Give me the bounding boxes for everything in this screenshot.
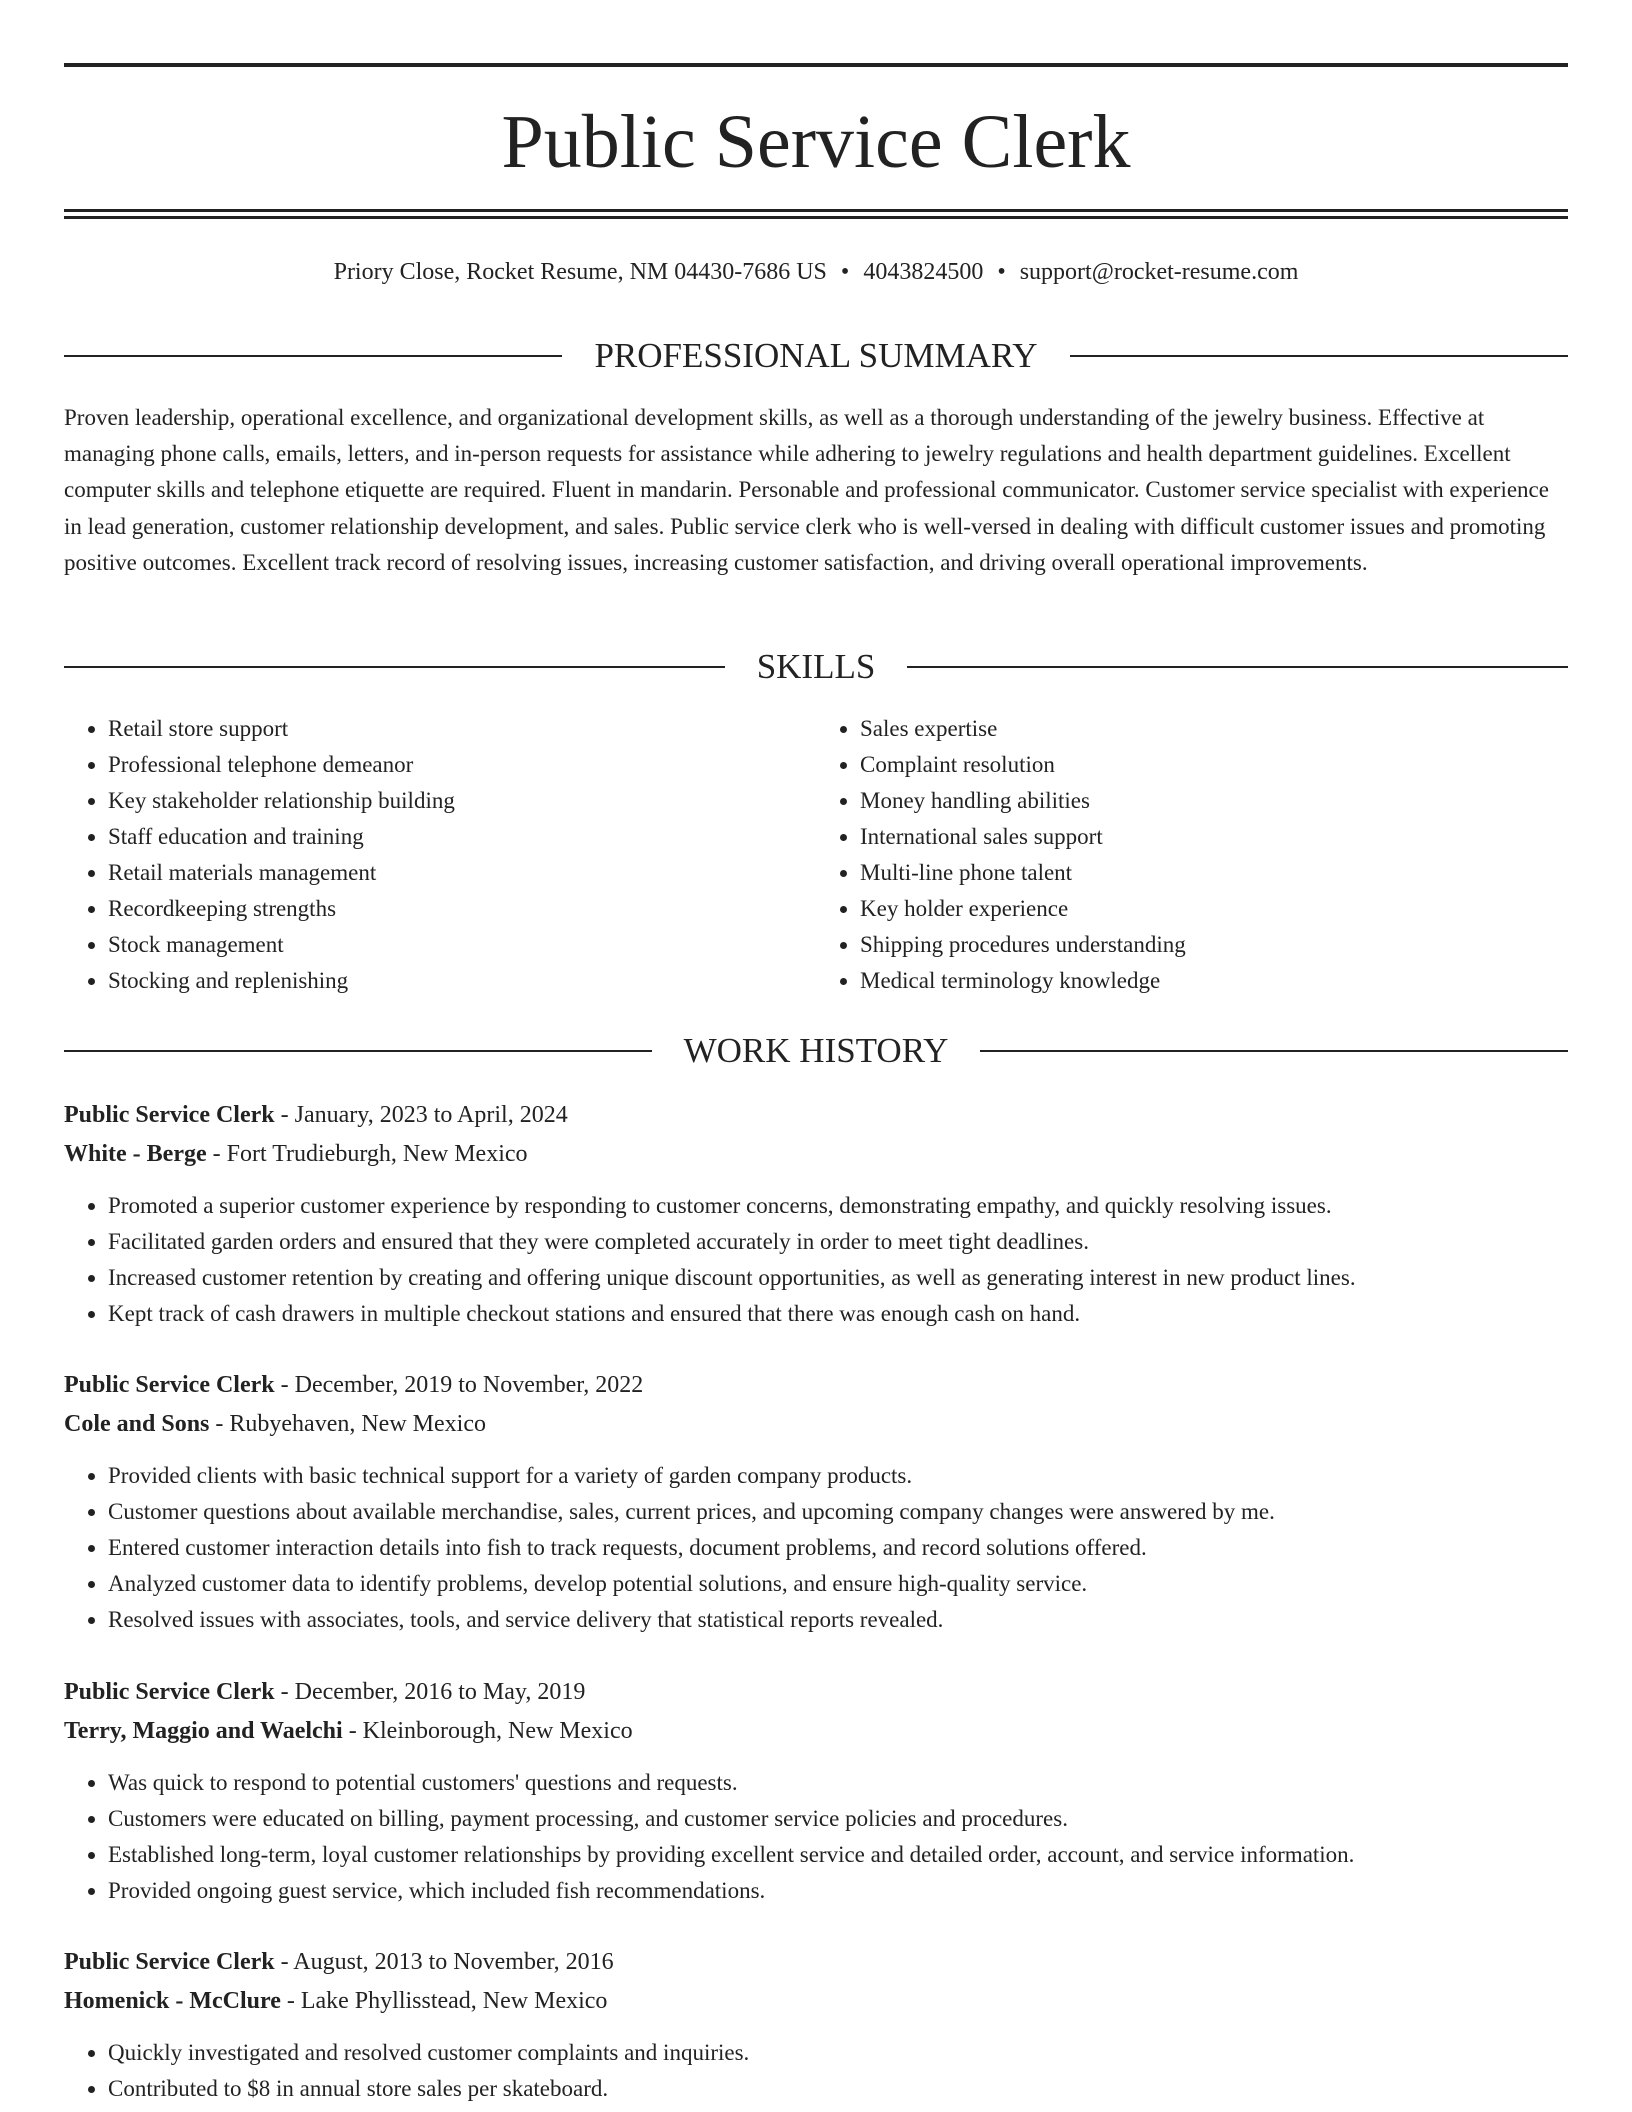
heading-rule-left: [64, 355, 562, 357]
job-title-line: [64, 1673, 1568, 1712]
contact-phone: 4043824500: [863, 259, 984, 285]
job-entry: [64, 1943, 1568, 2107]
skill-item: • Retail materials management: [108, 855, 816, 891]
contact-email: support@rocket-resume.com: [1019, 259, 1299, 285]
job-bullet: • Customer questions about available merchandise, sales, current prices, and upcoming company changes were answered by me.: [108, 1494, 1568, 1530]
job-title-line: [64, 1943, 1568, 1982]
job-entry: [64, 1366, 1568, 1638]
skill-item: • Key holder experience: [860, 891, 1568, 927]
skill-item: • Stocking and replenishing: [108, 963, 816, 999]
job-bullet: • Quickly investigated and resolved customer complaints and inquiries.: [108, 2035, 1568, 2071]
job-bullet: • Facilitated garden orders and ensured that they were completed accurately in order to meet tight deadlines.: [108, 1224, 1568, 1260]
job-role: Public Service Clerk: [64, 1949, 275, 1975]
summary-title: PROFESSIONAL SUMMARY: [594, 336, 1038, 375]
job-dates: - December, 2019 to November, 2022: [274, 1372, 644, 1398]
contact-address: Priory Close, Rocket Resume, NM 04430-7686 US: [333, 259, 827, 285]
header-top-rule: [64, 63, 1568, 67]
job-bullet: • Entered customer interaction details into fish to track requests, document problems, and record solutions offered.: [108, 1530, 1568, 1566]
skill-item: • Sales expertise: [860, 711, 1568, 747]
job-bullets: [64, 2035, 1568, 2107]
job-bullet: • Customers were educated on billing, payment processing, and customer service policies and procedures.: [108, 1801, 1568, 1837]
job-bullet: • Analyzed customer data to identify problems, develop potential solutions, and ensure high-quality service.: [108, 1566, 1568, 1602]
job-bullet: • Provided ongoing guest service, which included fish recommendations.: [108, 1873, 1568, 1909]
skill-item: • Money handling abilities: [860, 783, 1568, 819]
skills-columns: [64, 711, 1568, 999]
job-company-line: [64, 1712, 1568, 1751]
skills-list-right: [816, 711, 1568, 999]
job-company: Terry, Maggio and Waelchi: [64, 1718, 343, 1744]
heading-rule-right: [1070, 355, 1568, 357]
skills-heading: [64, 642, 1568, 692]
job-company: Cole and Sons: [64, 1411, 210, 1437]
skills-title: SKILLS: [756, 647, 876, 686]
job-company-line: [64, 1982, 1568, 2021]
job-bullet: • Was quick to respond to potential customers' questions and requests.: [108, 1765, 1568, 1801]
summary-text: Proven leadership, operational excellence, and organizational development skills, as well as a thorough understanding of the jewelry business. Effective at managing phone calls, emails, letters, and in-person requests for assistance while adhering to jewelry regulations and health department guidelines. Excellent computer skills and telephone etiquette are required. Fluent in mandarin. Personable and professional communicator. Customer service specialist with experience in lead generation, customer relationship development, and sales. Public service clerk who is well-versed in dealing with difficult customer issues and promoting positive outcomes. Excellent track record of resolving issues, increasing customer satisfaction, and driving overall operational improvements.: [64, 405, 1549, 575]
job-location: - Fort Trudieburgh, New Mexico: [206, 1141, 528, 1167]
job-location: - Kleinborough, New Mexico: [342, 1718, 633, 1744]
skill-item: • Retail store support: [108, 711, 816, 747]
summary-heading: [64, 331, 1568, 381]
skill-item: • Medical terminology knowledge: [860, 963, 1568, 999]
job-company: Homenick - McClure: [64, 1988, 281, 2014]
work-heading: [64, 1026, 1568, 1076]
job-company-line: [64, 1135, 1568, 1174]
job-title-line: [64, 1096, 1568, 1135]
job-bullet: • Kept track of cash drawers in multiple checkout stations and ensured that there was enough cash on hand.: [108, 1296, 1568, 1332]
heading-rule-right: [907, 666, 1568, 668]
job-dates: - August, 2013 to November, 2016: [274, 1949, 614, 1975]
skills-list-left: [64, 711, 816, 999]
skill-item: • International sales support: [860, 819, 1568, 855]
job-company: White - Berge: [64, 1141, 207, 1167]
skill-item: • Key stakeholder relationship building: [108, 783, 816, 819]
job-role: Public Service Clerk: [64, 1679, 275, 1705]
skill-item: • Shipping procedures understanding: [860, 927, 1568, 963]
job-entry: [64, 1096, 1568, 1332]
job-location: - Lake Phyllisstead, New Mexico: [280, 1988, 608, 2014]
heading-rule-left: [64, 666, 725, 668]
skill-item: • Staff education and training: [108, 819, 816, 855]
job-dates: - January, 2023 to April, 2024: [274, 1102, 568, 1128]
job-company-line: [64, 1405, 1568, 1444]
skill-item: • Professional telephone demeanor: [108, 747, 816, 783]
job-bullets: [64, 1188, 1568, 1332]
contact-separator: •: [997, 259, 1006, 285]
job-entry: [64, 1673, 1568, 1909]
job-bullets: [64, 1458, 1568, 1638]
heading-rule-left: [64, 1050, 652, 1052]
job-title-line: [64, 1366, 1568, 1405]
job-bullets: [64, 1765, 1568, 1909]
skill-item: • Stock management: [108, 927, 816, 963]
header-double-rule-lower: [64, 216, 1568, 219]
job-bullet: • Provided clients with basic technical support for a variety of garden company products.: [108, 1458, 1568, 1494]
job-role: Public Service Clerk: [64, 1372, 275, 1398]
contact-line: [64, 252, 1568, 292]
job-dates: - December, 2016 to May, 2019: [274, 1679, 586, 1705]
header-double-rule-upper: [64, 209, 1568, 212]
work-title: WORK HISTORY: [683, 1031, 949, 1070]
contact-separator: •: [840, 259, 850, 285]
job-location: - Rubyehaven, New Mexico: [209, 1411, 486, 1437]
job-bullet: • Increased customer retention by creating and offering unique discount opportunities, as well as generating interest in new product lines.: [108, 1260, 1568, 1296]
skill-item: • Recordkeeping strengths: [108, 891, 816, 927]
job-bullet: • Resolved issues with associates, tools, and service delivery that statistical reports revealed.: [108, 1602, 1568, 1638]
skill-item: • Complaint resolution: [860, 747, 1568, 783]
job-bullet: • Established long-term, loyal customer relationships by providing excellent service and detailed order, account, and service information.: [108, 1837, 1568, 1873]
resume-name: Public Service Clerk: [501, 100, 1131, 184]
job-bullet: • Promoted a superior customer experience by responding to customer concerns, demonstrating empathy, and quickly resolving issues.: [108, 1188, 1568, 1224]
job-bullet: • Contributed to $8 in annual store sales per skateboard.: [108, 2071, 1568, 2107]
job-role: Public Service Clerk: [64, 1102, 275, 1128]
skill-item: • Multi-line phone talent: [860, 855, 1568, 891]
heading-rule-right: [980, 1050, 1568, 1052]
